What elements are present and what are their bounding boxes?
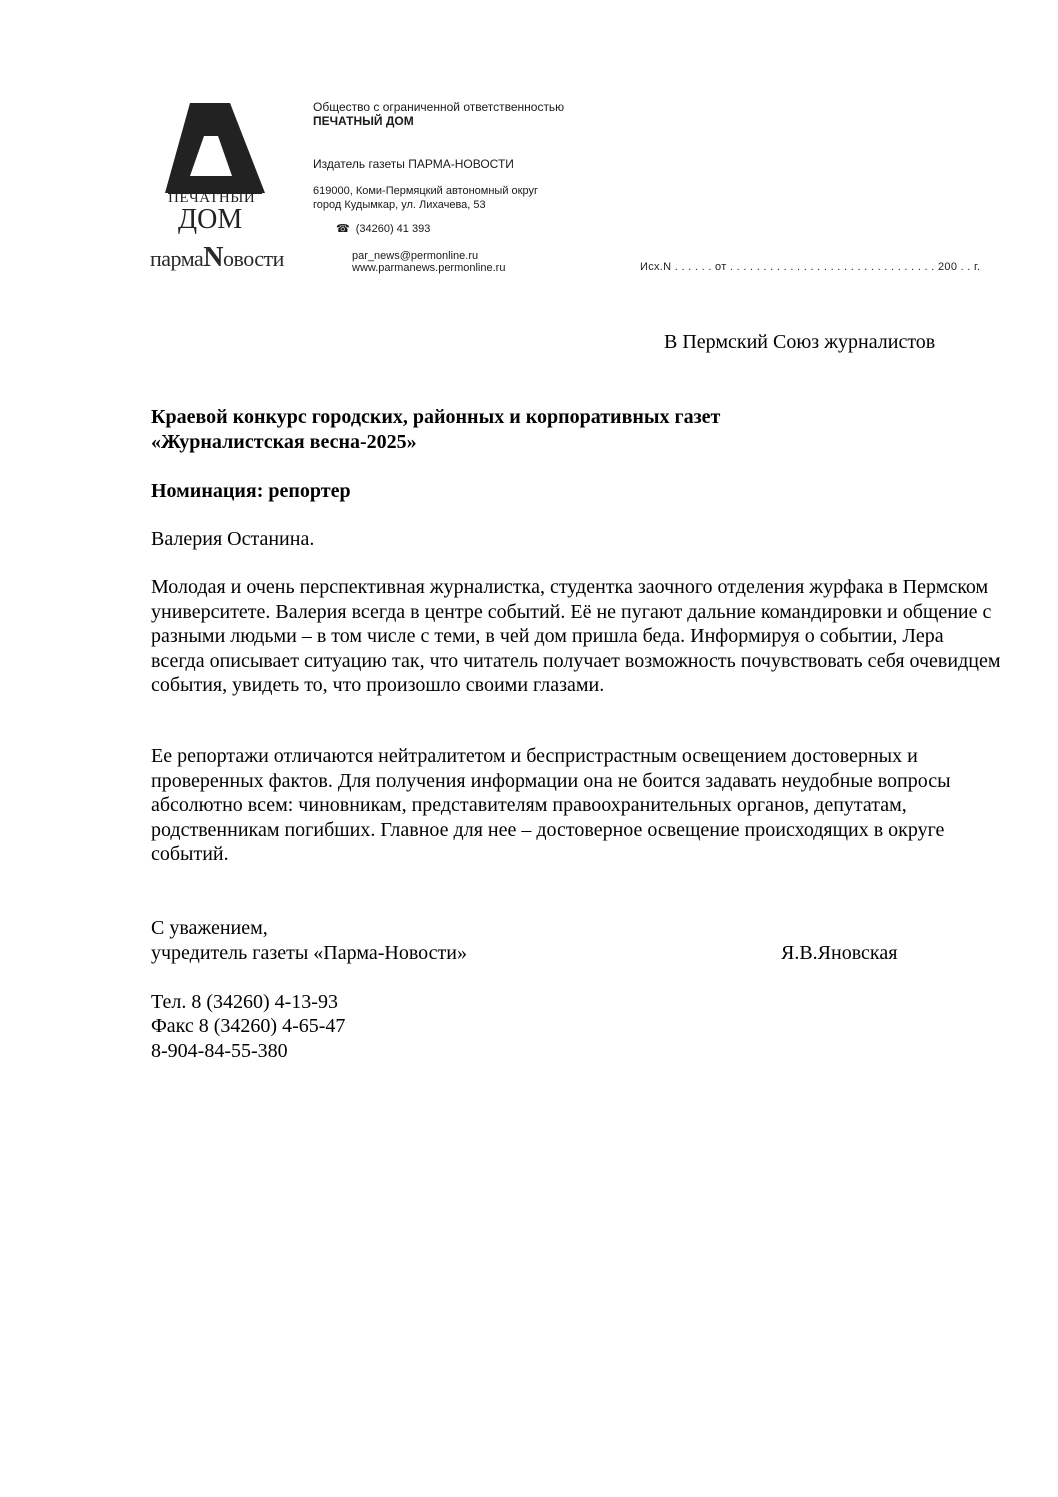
recipient: В Пермский Союз журналистов bbox=[664, 331, 936, 353]
email-link[interactable]: par_news@permonline.ru bbox=[352, 250, 479, 262]
outgoing-reference: Исх.N . . . . . . от . . . . . . . . . . . . . . . . . . . . . . . . . . . . . . . 200 . . г. bbox=[640, 261, 981, 273]
phone-icon: ☎ bbox=[336, 223, 350, 235]
logo-text-line1: ПЕЧАТНЫЙ bbox=[168, 190, 256, 206]
triangle-logo-icon bbox=[160, 98, 270, 198]
signer-name: Я.В.Яновская bbox=[781, 942, 898, 964]
phone-line bbox=[336, 222, 430, 236]
paragraph-2: Ее репортажи отличаются нейтралитетом и беспристрастным освещением достоверных и проверенных фактов. Для получения информации она не боится задавать неудобные вопросы абсолютно всем: чиновникам, представителям правоохранительных органов, депутатам, родственникам погибших. Главное для нее – достоверное освещение происходящих в округе событий. bbox=[151, 745, 951, 865]
company-name: ПЕЧАТНЫЙ ДОМ bbox=[313, 114, 414, 128]
nomination: Номинация: репортер bbox=[151, 480, 351, 502]
publisher-line: Издатель газеты ПАРМА-НОВОСТИ bbox=[313, 157, 514, 171]
company-type: Общество с ограниченной ответственностью bbox=[313, 100, 565, 114]
contact-tel: Тел. 8 (34260) 4-13-93 bbox=[151, 991, 338, 1013]
contact-mobile: 8-904-84-55-380 bbox=[151, 1040, 288, 1062]
contact-fax: Факс 8 (34260) 4-65-47 bbox=[151, 1015, 346, 1037]
address-line1: 619000, Коми-Пермяцкий автономный округ bbox=[313, 185, 538, 197]
parma-news-logo bbox=[150, 242, 284, 274]
nominee-name: Валерия Останина. bbox=[151, 528, 315, 550]
website-link[interactable]: www.parmanews.permonline.ru bbox=[352, 262, 506, 274]
contest-title-line2: «Журналистская весна-2025» bbox=[151, 431, 417, 453]
contest-title-line1: Краевой конкурс городских, районных и корпоративных газет bbox=[151, 406, 721, 428]
parma-logo-n: N bbox=[203, 242, 223, 273]
address-line2: город Кудымкар, ул. Лихачева, 53 bbox=[313, 199, 486, 211]
paragraph-1: Молодая и очень перспективная журналистка, студентка заочного отделения журфака в Пермском университете. Валерия всегда в центре событий. Её не пугают дальние командировки и общение с разными людьми – в том числе с теми, в чей дом пришла беда. Информируя о событии, Лера всегда описывает ситуацию так, что читатель получает возможность почувствовать себя очевидцем события, увидеть то, что произошло своими глазами. bbox=[151, 576, 1001, 696]
closing: С уважением, bbox=[151, 917, 268, 939]
parma-logo-part2: овости bbox=[222, 246, 284, 271]
parma-logo-part1: парма bbox=[150, 246, 204, 271]
company-logo bbox=[160, 98, 270, 238]
phone-number: (34260) 41 393 bbox=[355, 223, 431, 235]
signer-title: учредитель газеты «Парма-Новости» bbox=[151, 942, 467, 964]
logo-text-line2: ДОМ bbox=[178, 204, 243, 235]
